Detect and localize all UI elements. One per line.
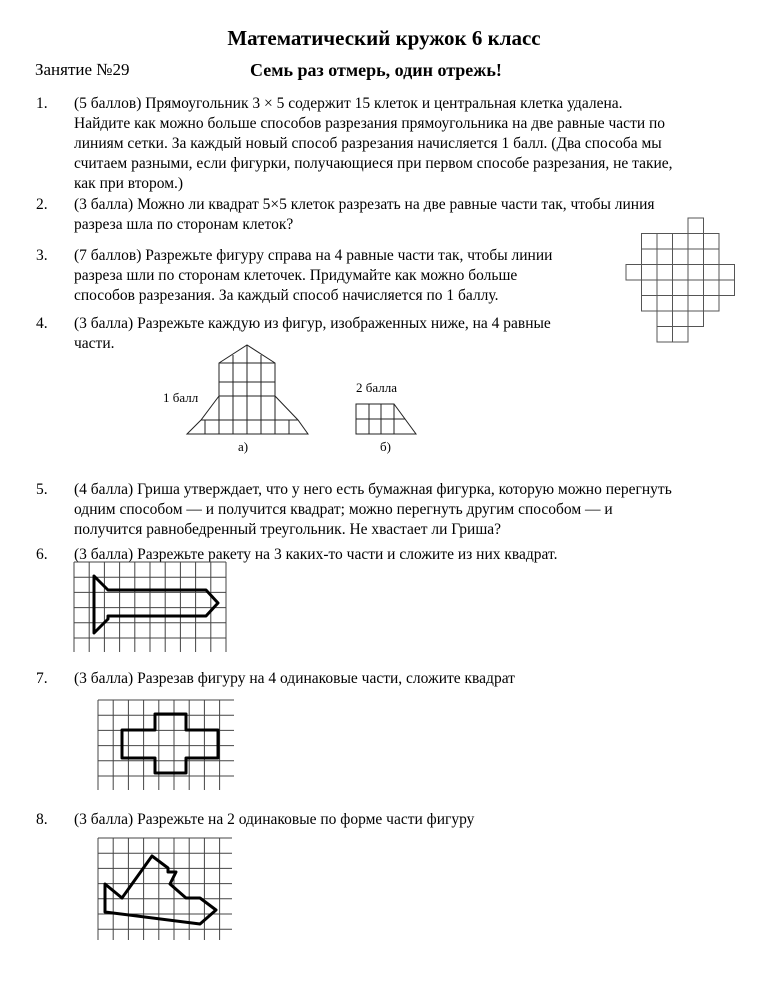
page-title: Математический кружок 6 класс — [227, 26, 541, 50]
problem-4-text: (3 балла) Разрежьте каждую из фигур, изображенных ниже, на 4 равные части. — [74, 315, 551, 352]
problem-5-text: (4 балла) Гриша утверждает, что у него есть бумажная фигурка, которую можно перегнуть одним способом — и получится квадрат; можно перегнуть другим способом — и получится равнобедренный треугольник. Не хвастает ли Гриша? — [74, 481, 672, 538]
figure-4b-points: 2 балла — [356, 380, 397, 395]
problem-7-text: (3 балла) Разрезав фигуру на 4 одинаковые части, сложите квадрат — [74, 670, 515, 687]
problem-6-text: (3 балла) Разрежьте ракету на 3 каких-то части и сложите из них квадрат. — [74, 546, 558, 563]
problem-8-number: 8. — [36, 811, 48, 828]
problem-1-text: (5 баллов) Прямоугольник 3 × 5 содержит 15 клеток и центральная клетка удалена. Найдите как можно больше способов разрезания прямоугольника на две равные части по линиям сетки. За каждый новый способ разрезания начисляется 1 балл. (Два способа мы считаем разными, если фигурки, получающиеся при первом способе разрезания, не такие, как при втором.) — [74, 95, 673, 192]
lesson-motto: Семь раз отмерь, один отрежь! — [250, 60, 502, 80]
problem-4-number: 4. — [36, 315, 48, 332]
problem-1-number: 1. — [36, 95, 48, 112]
lesson-number: Занятие №29 — [35, 60, 130, 79]
figure-4a-caption: а) — [238, 439, 249, 454]
problem-8-text: (3 балла) Разрежьте на 2 одинаковые по форме части фигуру — [74, 811, 475, 828]
figure-4a-points: 1 балл — [163, 390, 199, 405]
problem-7-number: 7. — [36, 670, 48, 687]
problem-2-text: (3 балла) Можно ли квадрат 5×5 клеток разрезать на две равные части так, чтобы линия разреза шла по сторонам клеток? — [74, 196, 655, 233]
problem-3-text: (7 баллов) Разрежьте фигуру справа на 4 равные части так, чтобы линии разреза шли по сторонам клеточек. Придумайте как можно больше способов разрезания. За каждый способ начисляется по 1 баллу. — [74, 247, 553, 304]
problem-5-number: 5. — [36, 481, 48, 498]
problem-2-number: 2. — [36, 196, 48, 213]
problem-6-number: 6. — [36, 546, 48, 563]
figure-4b-caption: б) — [380, 439, 391, 454]
problem-3-number: 3. — [36, 247, 48, 264]
